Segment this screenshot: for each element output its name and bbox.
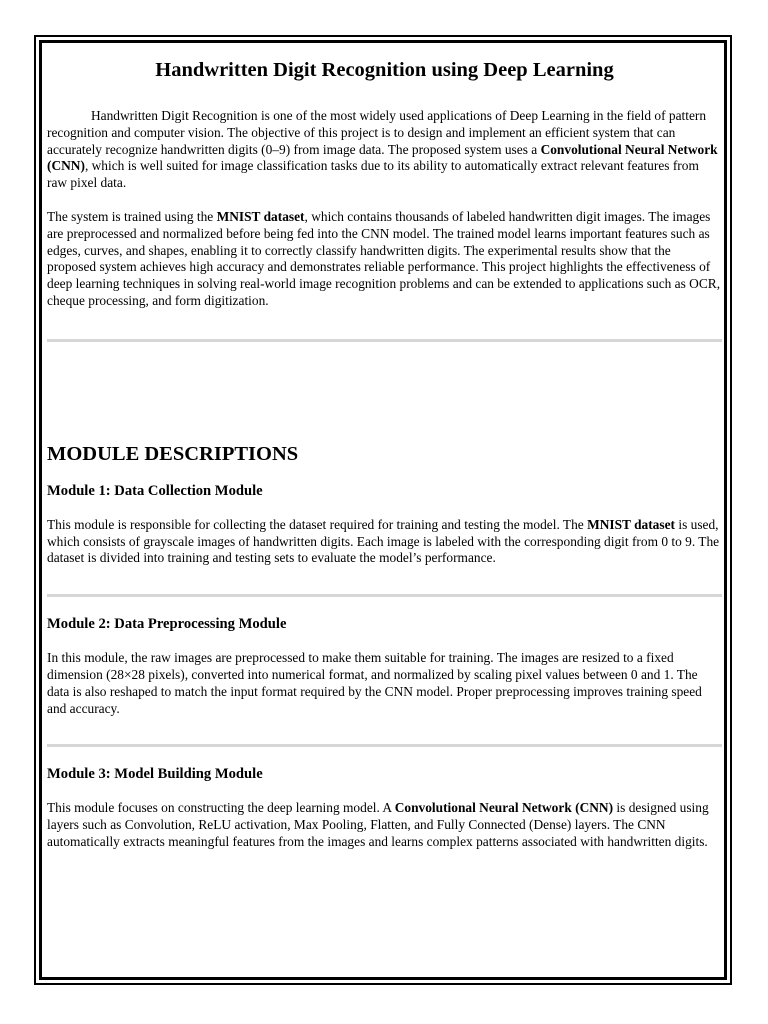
abstract-paragraph-2 [47,209,722,310]
module-2-paragraph [47,650,722,717]
horizontal-rule [47,744,722,747]
module-1-bold: MNIST dataset [587,516,675,532]
module-3-text-a: This module focuses on constructing the deep learning model. A [47,800,395,816]
abstract-paragraph-1 [47,108,722,192]
abstract-p2-text-c: , which contains thousands of labeled handwritten digit images. The images are preprocessed and normalized before being fed into the CNN model. The trained model learns important features such as edges, curves, and shapes, enabling it to correctly classify handwritten digits. The experimental results show that the proposed system achieves high accuracy and demonstrates reliable performance. This project highlights the effectiveness of deep learning techniques in solving real-world image recognition problems and can be extended to applications such as OCR, cheque processing, and form digitization. [47,208,721,308]
module-3-heading: Module 3: Model Building Module [47,766,263,783]
abstract-p1-bold: Convolutional Neural Network (CNN) [47,141,718,174]
section-heading: MODULE DESCRIPTIONS [47,442,299,465]
abstract-p2-text-a: The system is trained using the [47,208,217,224]
abstract-p1-text-a: Handwritten Digit Recognition is one of the most widely used applications of Deep Learning in the field of pattern recognition and computer vision. The objective of this project is to design and implement an efficient system that can accurately recognize handwritten digits (0–9) from image data. The proposed system uses a [47,108,707,157]
horizontal-rule [47,339,722,342]
module-3-bold: Convolutional Neural Network (CNN) [394,800,614,816]
horizontal-rule [47,594,722,597]
module-1-text-a: This module is responsible for collecting the dataset required for training and testing the model. The [47,516,588,532]
document-title: Handwritten Digit Recognition using Deep Learning [155,59,614,81]
module-1-heading: Module 1: Data Collection Module [47,482,263,499]
module-1-paragraph [47,517,722,567]
module-3-paragraph [47,800,722,850]
abstract-p2-bold: MNIST dataset [216,208,305,224]
module-2-heading: Module 2: Data Preprocessing Module [47,616,287,633]
module-2-text-a: In this module, the raw images are preprocessed to make them suitable for training. The images are resized to a fixed dimension (28×28 pixels), converted into numerical format, and normalized by scaling pixel values between 0 and 1. The data is also reshaped to match the input format required by the CNN model. Proper preprocessing improves training speed and accuracy. [47,650,702,716]
document-body [47,56,722,851]
module-1-text-c: is used, which consists of grayscale images of handwritten digits. Each image is labeled with the corresponding digit from 0 to 9. The dataset is divided into training and testing sets to evaluate the model’s performance. [47,516,720,566]
abstract-p1-text-c: , which is well suited for image classification tasks due to its ability to automatically extract relevant features from raw pixel data. [47,158,699,191]
module-3-text-c: is designed using layers such as Convolution, ReLU activation, Max Pooling, Flatten, and Fully Connected (Dense) layers. The CNN automatically extracts meaningful features from the images and learns complex patterns associated with handwritten digits. [47,800,709,849]
